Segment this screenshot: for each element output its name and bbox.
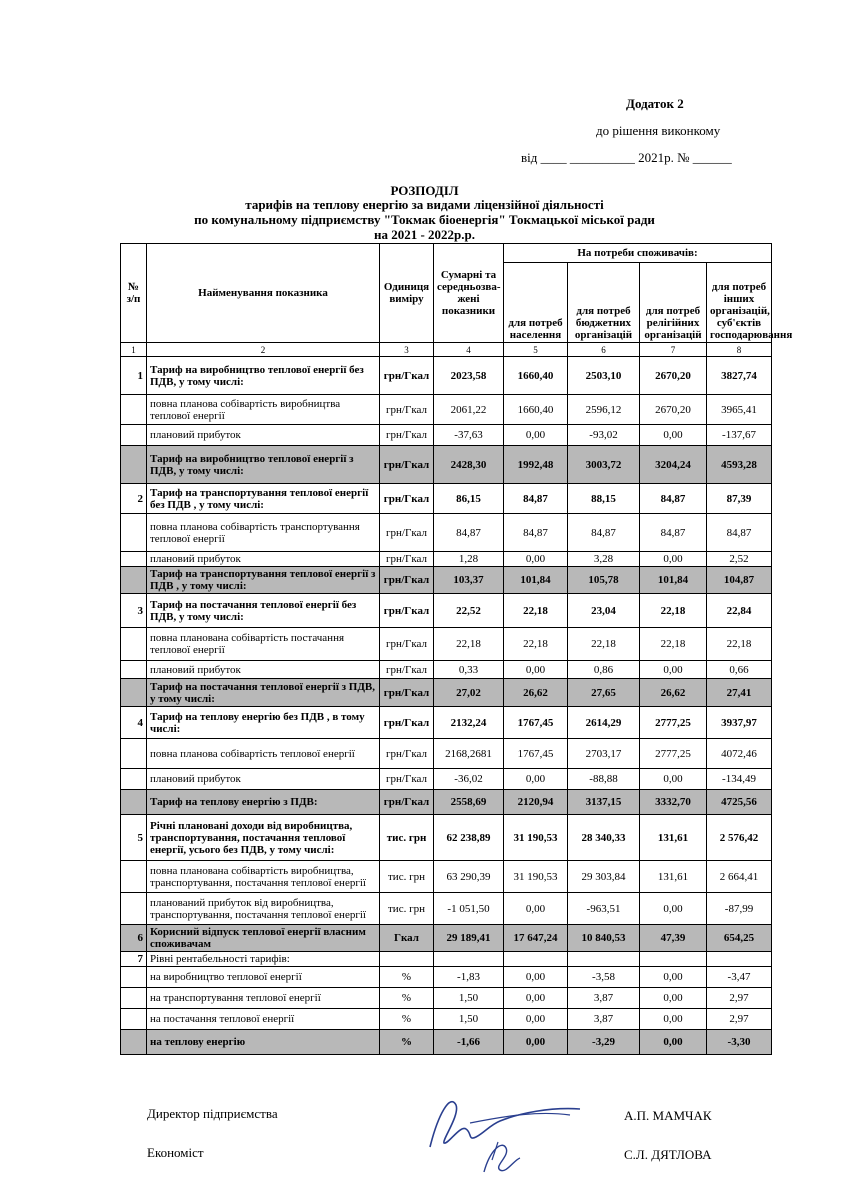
row-value: 26,62	[504, 679, 568, 707]
header-budget: для потреб бюджетних організацій	[568, 263, 640, 343]
row-index: 3	[121, 594, 147, 628]
row-value: 84,87	[707, 514, 772, 552]
row-index	[121, 446, 147, 484]
row-value: 2777,25	[640, 739, 707, 769]
row-value	[434, 952, 504, 967]
row-value: 1,28	[434, 552, 504, 567]
director-name: А.П. МАМЧАК	[624, 1108, 712, 1123]
row-value: 0,00	[504, 893, 568, 925]
table-row	[121, 661, 772, 679]
row-index	[121, 552, 147, 567]
row-value: 0,00	[640, 1009, 707, 1030]
row-value: 23,04	[568, 594, 640, 628]
column-number: 6	[568, 343, 640, 357]
table-row	[121, 679, 772, 707]
table-row	[121, 967, 772, 988]
row-unit: %	[380, 1009, 434, 1030]
row-name: Тариф на виробництво теплової енергії без ПДВ, у тому числі:	[147, 357, 380, 395]
row-value: -36,02	[434, 769, 504, 790]
row-index	[121, 739, 147, 769]
row-value: 0,00	[640, 988, 707, 1009]
row-name: Рівні рентабельності тарифів:	[147, 952, 380, 967]
row-value: 0,00	[504, 425, 568, 446]
row-value	[504, 952, 568, 967]
row-value: 3,87	[568, 1009, 640, 1030]
row-value: -3,47	[707, 967, 772, 988]
row-value: 0,00	[640, 967, 707, 988]
table-row	[121, 769, 772, 790]
row-name: Тариф на виробництво теплової енергії з ПДВ, у тому числі:	[147, 446, 380, 484]
row-value: -3,30	[707, 1030, 772, 1055]
row-value: 0,00	[504, 1030, 568, 1055]
table-row	[121, 425, 772, 446]
row-value: 62 238,89	[434, 815, 504, 861]
row-unit: %	[380, 988, 434, 1009]
row-index	[121, 790, 147, 815]
row-value: 2428,30	[434, 446, 504, 484]
row-unit: грн/Гкал	[380, 357, 434, 395]
row-value: 0,00	[640, 552, 707, 567]
row-value: -963,51	[568, 893, 640, 925]
row-value: -134,49	[707, 769, 772, 790]
table-row	[121, 1030, 772, 1055]
row-value: 22,18	[504, 594, 568, 628]
row-index	[121, 661, 147, 679]
row-unit: грн/Гкал	[380, 446, 434, 484]
row-unit: тис. грн	[380, 815, 434, 861]
row-value: 101,84	[504, 567, 568, 594]
header-other: для потреб інших організацій, суб'єктів господарювання	[707, 263, 772, 343]
row-unit: грн/Гкал	[380, 661, 434, 679]
row-value: 31 190,53	[504, 815, 568, 861]
row-value: 29 189,41	[434, 925, 504, 952]
header-name: Найменування показника	[147, 244, 380, 343]
table-row	[121, 594, 772, 628]
row-index: 7	[121, 952, 147, 967]
row-value: 84,87	[504, 484, 568, 514]
row-value: 2,97	[707, 988, 772, 1009]
table-row	[121, 707, 772, 739]
row-value: 86,15	[434, 484, 504, 514]
row-value: 131,61	[640, 815, 707, 861]
row-value: 3965,41	[707, 395, 772, 425]
row-value: 0,00	[640, 893, 707, 925]
row-value: 2168,2681	[434, 739, 504, 769]
row-name: плановий прибуток	[147, 769, 380, 790]
decision-label: до рішення виконкому	[596, 123, 721, 138]
row-value: 0,00	[504, 661, 568, 679]
row-value: 22,18	[640, 628, 707, 661]
row-unit: грн/Гкал	[380, 707, 434, 739]
row-value: 27,02	[434, 679, 504, 707]
row-index: 4	[121, 707, 147, 739]
row-value: 2023,58	[434, 357, 504, 395]
row-value: 104,87	[707, 567, 772, 594]
row-value: 27,41	[707, 679, 772, 707]
row-value: 28 340,33	[568, 815, 640, 861]
row-value: 3937,97	[707, 707, 772, 739]
row-index	[121, 967, 147, 988]
row-index	[121, 514, 147, 552]
row-value: 2503,10	[568, 357, 640, 395]
header-consumers: На потреби споживачів:	[504, 244, 772, 263]
table-row	[121, 552, 772, 567]
row-name: Річні плановані доходи від виробництва, транспортування, постачання теплової енергії, усього без ПДВ, у тому числі:	[147, 815, 380, 861]
column-number: 7	[640, 343, 707, 357]
row-index	[121, 567, 147, 594]
table-row	[121, 815, 772, 861]
row-name: плановий прибуток	[147, 661, 380, 679]
column-numbers-row	[121, 343, 772, 357]
row-value: 47,39	[640, 925, 707, 952]
row-index	[121, 988, 147, 1009]
row-value: 0,00	[504, 769, 568, 790]
table-row	[121, 988, 772, 1009]
row-value: -37,63	[434, 425, 504, 446]
column-number: 8	[707, 343, 772, 357]
row-value: 103,37	[434, 567, 504, 594]
column-number: 1	[121, 343, 147, 357]
row-value: -1 051,50	[434, 893, 504, 925]
row-unit: грн/Гкал	[380, 567, 434, 594]
row-name: повна планова собівартість транспортування теплової енергії	[147, 514, 380, 552]
row-value: 84,87	[504, 514, 568, 552]
row-index	[121, 1030, 147, 1055]
row-unit: грн/Гкал	[380, 552, 434, 567]
row-value: 87,39	[707, 484, 772, 514]
column-number: 5	[504, 343, 568, 357]
row-value: 22,52	[434, 594, 504, 628]
doc-subtitle-3: на 2021 - 2022р.р.	[373, 227, 476, 242]
table-row	[121, 484, 772, 514]
date-line: від ____ __________ 2021р. № ______	[521, 150, 732, 165]
row-value: 654,25	[707, 925, 772, 952]
row-unit: грн/Гкал	[380, 790, 434, 815]
row-value: -88,88	[568, 769, 640, 790]
row-value: 17 647,24	[504, 925, 568, 952]
row-unit: грн/Гкал	[380, 395, 434, 425]
row-value: -1,66	[434, 1030, 504, 1055]
row-value: 22,18	[640, 594, 707, 628]
column-number: 3	[380, 343, 434, 357]
row-unit: %	[380, 1030, 434, 1055]
row-name: плановий прибуток	[147, 552, 380, 567]
row-value: 22,18	[568, 628, 640, 661]
row-value: 4593,28	[707, 446, 772, 484]
row-value: 1660,40	[504, 395, 568, 425]
row-value: -87,99	[707, 893, 772, 925]
row-name: планований прибуток від виробництва, транспортування, постачання теплової енергії	[147, 893, 380, 925]
row-value: -3,29	[568, 1030, 640, 1055]
row-value: 84,87	[434, 514, 504, 552]
table-row	[121, 514, 772, 552]
row-value	[707, 952, 772, 967]
row-index: 2	[121, 484, 147, 514]
row-name: Тариф на теплову енергію без ПДВ , в тому числі:	[147, 707, 380, 739]
table-row	[121, 357, 772, 395]
row-value: 29 303,84	[568, 861, 640, 893]
row-value: 84,87	[568, 514, 640, 552]
row-value: 84,87	[640, 514, 707, 552]
row-value: 2558,69	[434, 790, 504, 815]
row-value: 22,18	[707, 628, 772, 661]
row-index	[121, 893, 147, 925]
row-value: 2703,17	[568, 739, 640, 769]
row-value: 0,00	[640, 769, 707, 790]
table-row	[121, 790, 772, 815]
row-index: 5	[121, 815, 147, 861]
row-name: Тариф на транспортування теплової енергії з ПДВ , у тому числі:	[147, 567, 380, 594]
row-unit: грн/Гкал	[380, 739, 434, 769]
row-name: плановий прибуток	[147, 425, 380, 446]
row-name: на теплову енергію	[147, 1030, 380, 1055]
row-unit: грн/Гкал	[380, 594, 434, 628]
tariff-table	[120, 243, 793, 1055]
row-name: Тариф на постачання теплової енергії без ПДВ, у тому числі:	[147, 594, 380, 628]
row-value: 3332,70	[640, 790, 707, 815]
row-value: 27,65	[568, 679, 640, 707]
row-value: 101,84	[640, 567, 707, 594]
row-name: на транспортування теплової енергії	[147, 988, 380, 1009]
row-name: Тариф на транспортування теплової енергії без ПДВ , у тому числі:	[147, 484, 380, 514]
row-value: 1,50	[434, 1009, 504, 1030]
row-index	[121, 395, 147, 425]
row-value: 131,61	[640, 861, 707, 893]
table-row	[121, 446, 772, 484]
row-unit	[380, 952, 434, 967]
row-value: 1767,45	[504, 707, 568, 739]
row-value: 2132,24	[434, 707, 504, 739]
row-value: 4725,56	[707, 790, 772, 815]
table-row	[121, 1009, 772, 1030]
row-value: 2670,20	[640, 395, 707, 425]
row-unit: грн/Гкал	[380, 484, 434, 514]
row-index	[121, 628, 147, 661]
row-name: Тариф на теплову енергію з ПДВ:	[147, 790, 380, 815]
row-value: 22,84	[707, 594, 772, 628]
row-value: 2120,94	[504, 790, 568, 815]
row-value: 0,00	[640, 661, 707, 679]
table-row	[121, 567, 772, 594]
row-value: -3,58	[568, 967, 640, 988]
table-row	[121, 925, 772, 952]
row-index	[121, 861, 147, 893]
row-value: 0,86	[568, 661, 640, 679]
row-index: 1	[121, 357, 147, 395]
table-row	[121, 893, 772, 925]
table-row	[121, 395, 772, 425]
economist-signature	[470, 1130, 530, 1180]
table-row	[121, 952, 772, 967]
header-unit: Одиниця виміру	[380, 244, 434, 343]
row-value: 2061,22	[434, 395, 504, 425]
doc-subtitle-1: тарифів на теплову енергію за видами ліцензійної діяльності	[245, 197, 604, 212]
row-value: 26,62	[640, 679, 707, 707]
column-number: 2	[147, 343, 380, 357]
row-value: 3,87	[568, 988, 640, 1009]
row-value: 1660,40	[504, 357, 568, 395]
row-value: -137,67	[707, 425, 772, 446]
row-name: повна планова собівартість теплової енергії	[147, 739, 380, 769]
header-no: № з/п	[121, 244, 147, 343]
row-value: 10 840,53	[568, 925, 640, 952]
row-value: 0,66	[707, 661, 772, 679]
row-value: 0,00	[504, 988, 568, 1009]
row-name: на виробництво теплової енергії	[147, 967, 380, 988]
row-value: 0,00	[640, 425, 707, 446]
row-value: 2777,25	[640, 707, 707, 739]
row-value: 0,00	[504, 1009, 568, 1030]
row-name: Тариф на постачання теплової енергії з ПДВ, у тому числі:	[147, 679, 380, 707]
row-value: 2 664,41	[707, 861, 772, 893]
row-value: 1767,45	[504, 739, 568, 769]
header-total: Сумарні та середньозва-жені показники	[434, 244, 504, 343]
row-value: 2,52	[707, 552, 772, 567]
row-value: 2670,20	[640, 357, 707, 395]
row-unit: грн/Гкал	[380, 514, 434, 552]
row-value: 4072,46	[707, 739, 772, 769]
row-unit: грн/Гкал	[380, 628, 434, 661]
row-value: 3,28	[568, 552, 640, 567]
row-value: 22,18	[504, 628, 568, 661]
doc-subtitle-2: по комунальному підприємству "Токмак біоенергія" Токмацької міської ради	[194, 212, 655, 227]
row-value: 3003,72	[568, 446, 640, 484]
director-label: Директор підприємства	[147, 1106, 278, 1121]
row-value: -1,83	[434, 967, 504, 988]
row-value: 3827,74	[707, 357, 772, 395]
row-value: 0,00	[504, 552, 568, 567]
row-unit: тис. грн	[380, 861, 434, 893]
header-population: для потреб населення	[504, 263, 568, 343]
row-value: 2596,12	[568, 395, 640, 425]
row-unit: Гкал	[380, 925, 434, 952]
row-value: 22,18	[434, 628, 504, 661]
row-unit: грн/Гкал	[380, 679, 434, 707]
row-index	[121, 769, 147, 790]
column-number: 4	[434, 343, 504, 357]
row-name: на постачання теплової енергії	[147, 1009, 380, 1030]
economist-name: С.Л. ДЯТЛОВА	[624, 1147, 712, 1162]
row-value: 2 576,42	[707, 815, 772, 861]
row-value	[568, 952, 640, 967]
row-value: 0,00	[640, 1030, 707, 1055]
row-value: 0,33	[434, 661, 504, 679]
appendix-label: Додаток 2	[626, 96, 684, 111]
row-value: 84,87	[640, 484, 707, 514]
row-value: 105,78	[568, 567, 640, 594]
row-name: повна планована собівартість виробництва, транспортування, постачання теплової енергії	[147, 861, 380, 893]
economist-label: Економіст	[147, 1145, 204, 1160]
row-index	[121, 679, 147, 707]
row-value: 1,50	[434, 988, 504, 1009]
row-value: 63 290,39	[434, 861, 504, 893]
row-value	[640, 952, 707, 967]
row-value: 3204,24	[640, 446, 707, 484]
row-value: -93,02	[568, 425, 640, 446]
row-unit: тис. грн	[380, 893, 434, 925]
doc-title: РОЗПОДІЛ	[390, 183, 459, 198]
row-unit: грн/Гкал	[380, 769, 434, 790]
row-value: 1992,48	[504, 446, 568, 484]
table-row	[121, 861, 772, 893]
row-name: повна планова собівартість виробництва теплової енергії	[147, 395, 380, 425]
row-value: 0,00	[504, 967, 568, 988]
row-value: 3137,15	[568, 790, 640, 815]
row-value: 2,97	[707, 1009, 772, 1030]
row-name: повна планована собівартість постачання теплової енергії	[147, 628, 380, 661]
table-row	[121, 628, 772, 661]
row-value: 2614,29	[568, 707, 640, 739]
row-value: 88,15	[568, 484, 640, 514]
row-index	[121, 425, 147, 446]
table-row	[121, 739, 772, 769]
row-index: 6	[121, 925, 147, 952]
row-unit: грн/Гкал	[380, 425, 434, 446]
row-value: 31 190,53	[504, 861, 568, 893]
row-index	[121, 1009, 147, 1030]
row-unit: %	[380, 967, 434, 988]
header-religious: для потреб релігійних організацій	[640, 263, 707, 343]
row-name: Корисний відпуск теплової енергії власним споживачам	[147, 925, 380, 952]
